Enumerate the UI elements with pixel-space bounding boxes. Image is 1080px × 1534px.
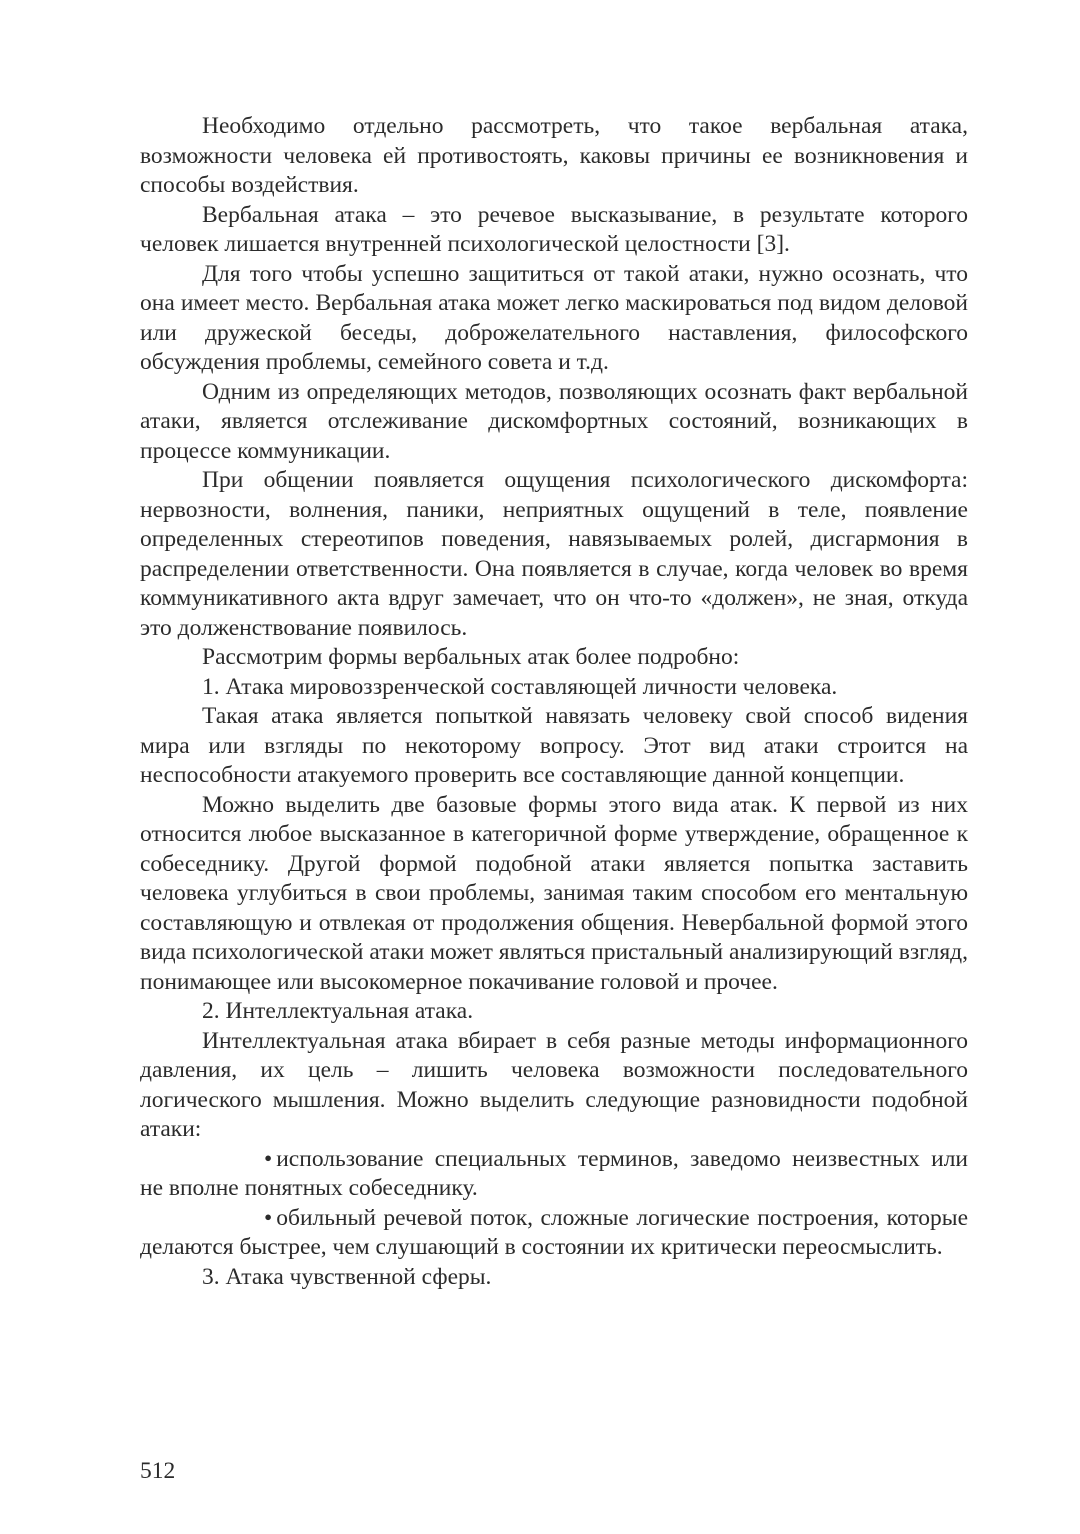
paragraph: Рассмотрим формы вербальных атак более подробно:	[202, 644, 740, 670]
bullet-item	[140, 1204, 968, 1263]
paragraph: Одним из определяющих методов, позволяющих осознать факт вербальной атаки, является отслеживание дискомфортных состояний, возникающих в процессе коммуникации.	[140, 378, 968, 464]
paragraph: Можно выделить две базовые формы этого вида атак. К первой из них относится любое высказанное в категоричной форме утверждение, обращенное к собеседнику. Другой формой подобной атаки является попытка заставить человека углубиться в свои проблемы, занимая таким способом его ментальную составляющую и отвлекая от продолжения общения. Невербальной формой этого вида психологической атаки может являться пристальный анализирующий взгляд, понимающее или высокомерное покачивание головой и прочее.	[140, 791, 968, 995]
bullet-icon: •	[264, 1204, 273, 1231]
bullet-item	[140, 1145, 968, 1204]
paragraph: При общении появляется ощущения психологического дискомфорта: нервозности, волнения, паники, неприятных ощущений в теле, появление определенных стереотипов поведения, навязываемых ролей, дисгармония в распределении ответственности. Она появляется в случае, когда человек во время коммуникативного акта вдруг замечает, что он что-то «должен», не зная, откуда это долженствование появилось.	[140, 467, 968, 641]
section-heading: 3. Атака чувственной сферы.	[202, 1263, 492, 1290]
paragraph: Такая атака является попыткой навязать человеку свой способ видения мира или взгляды по некоторому вопросу. Этот вид атаки строится на неспособности атакуемого проверить все составляющие данной концепции.	[140, 703, 968, 788]
section-heading: 1. Атака мировоззренческой составляющей личности человека.	[202, 673, 838, 700]
section-heading: 2. Интеллектуальная атака.	[202, 998, 474, 1024]
bullet-text: обильный речевой поток, сложные логические построения, которые делаются быстрее, чем слушающий в состоянии их критически переосмыслить.	[140, 1204, 968, 1260]
page-number: 512	[140, 1458, 176, 1484]
paragraph: Вербальная атака – это речевое высказывание, в результате которого человек лишается внутренней психологической целостности [3].	[140, 201, 968, 257]
paragraph: Интеллектуальная атака вбирает в себя разные методы информационного давления, их цель – лишить человека возможности последовательного логического мышления. Можно выделить следующие разновидности подобной атаки:	[140, 1027, 968, 1142]
paragraph: Необходимо отдельно рассмотреть, что такое вербальная атака, возможности человека ей противостоять, каковы причины ее возникновения и способы воздействия.	[140, 113, 968, 198]
paragraph: Для того чтобы успешно защититься от такой атаки, нужно осознать, что она имеет место. Вербальная атака может легко маскироваться под видом деловой или дружеской беседы, доброжелательного наставления, философского обсуждения проблемы, семейного совета и т.д.	[140, 260, 968, 375]
body-text	[140, 112, 968, 1292]
bullet-text: использование специальных терминов, заведомо неизвестных или не вполне понятных собеседнику.	[140, 1145, 968, 1201]
bullet-icon: •	[264, 1145, 273, 1172]
